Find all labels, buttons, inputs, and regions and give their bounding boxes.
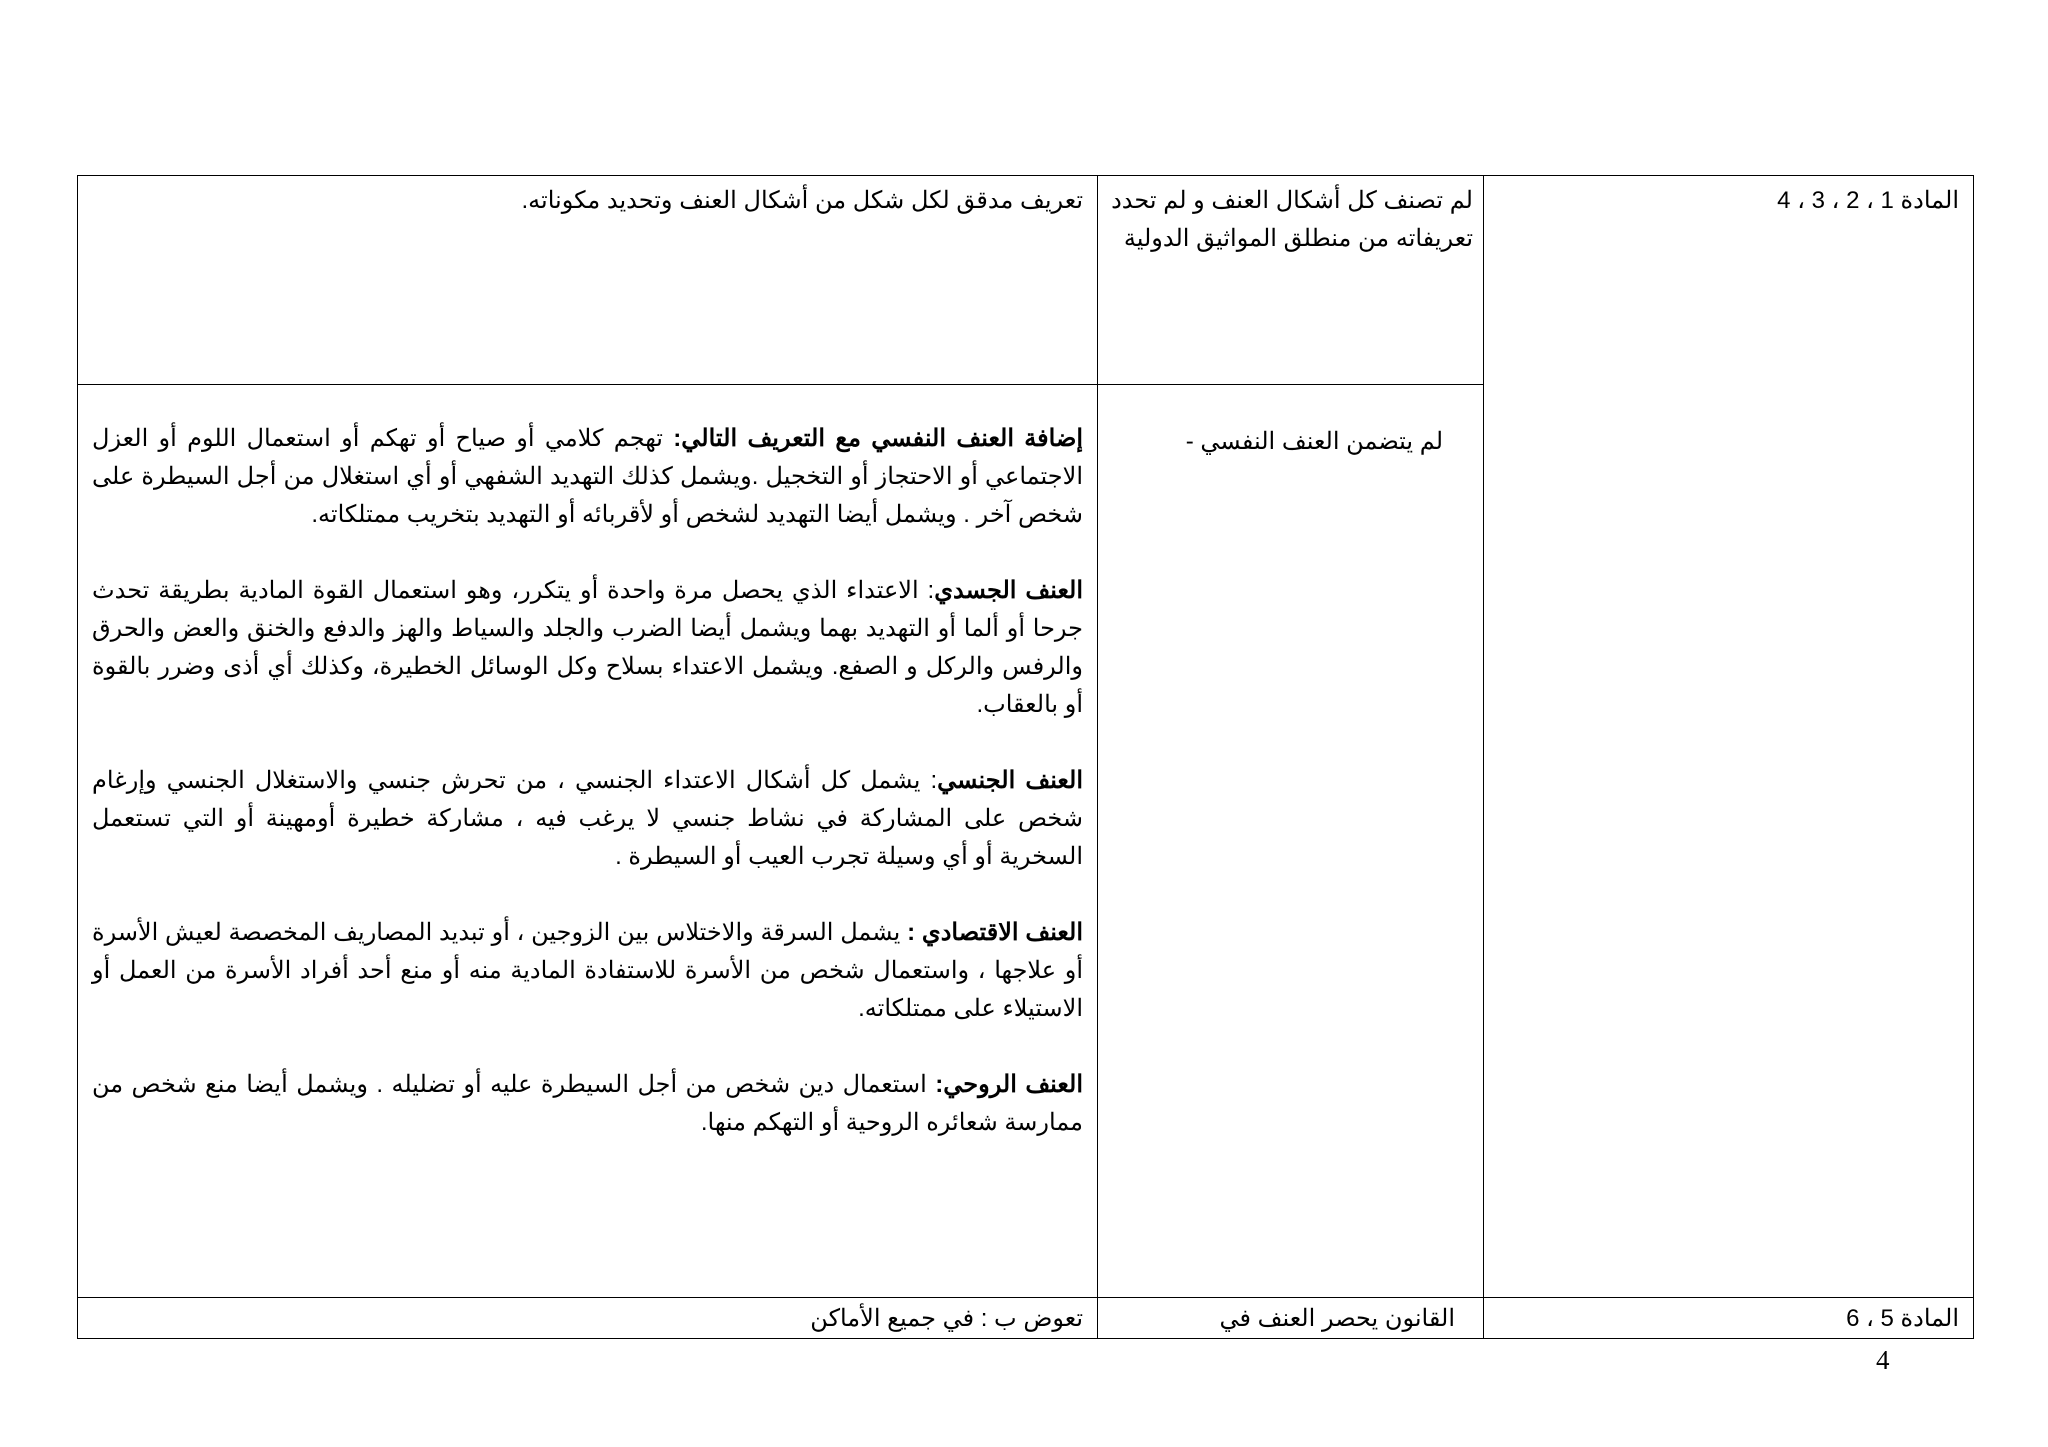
article-cell xyxy=(1484,176,1974,1298)
sexual-violence-paragraph xyxy=(92,762,1083,876)
paragraph-title: إضافة العنف النفسي مع التعريف التالي: xyxy=(673,425,1084,452)
paragraph-title: العنف الاقتصادي : xyxy=(907,919,1083,946)
comparison-table xyxy=(77,175,1974,1339)
gap-cell xyxy=(1098,176,1484,385)
paragraph-title: العنف الجسدي xyxy=(934,577,1084,604)
table-row xyxy=(78,1298,1974,1339)
paragraph-text: استعمال دين شخص من أجل السيطرة عليه أو تضليله . ويشمل أيضا منع شخص من ممارسة شعائره الروحية أو التهكم منها. xyxy=(92,1071,1083,1136)
gap-cell xyxy=(1098,385,1484,1298)
paragraph-text: يشمل السرقة والاختلاس بين الزوجين ، أو تبديد المصاريف المخصصة لعيش الأسرة أو علاجها ، واستعمال شخص من الأسرة للاستفادة المادية منه أو منع أحد أفراد الأسرة من العمل أو الاستيلاء على ممتلكاته. xyxy=(92,919,1083,1022)
amendment-cell xyxy=(78,176,1098,385)
table-row xyxy=(78,176,1974,385)
gap-text: لم تصنف كل أشكال العنف و لم تحدد تعريفاته من منطلق المواثيق الدولية xyxy=(1111,187,1473,252)
page-number: 4 xyxy=(1876,1345,1890,1375)
amendment-paragraphs xyxy=(78,385,1097,1142)
physical-violence-paragraph xyxy=(92,572,1083,724)
gap-text: القانون يحصر العنف في xyxy=(1219,1305,1455,1332)
article-text: المادة 1 ، 2 ، 3 ، 4 xyxy=(1777,187,1959,214)
paragraph-text: : الاعتداء الذي يحصل مرة واحدة أو يتكرر، وهو استعمال القوة المادية بطريقة تحدث جرحا أو ألما أو التهديد بهما ويشمل أيضا الضرب والجلد والسياط والهز والدفع والخنق والعض والحرق والرفس والركل و الصفع. ويشمل الاعتداء بسلاح وكل الوسائل الخطيرة، وكذلك أي أذى وضرر بالقوة أو بالعقاب. xyxy=(92,577,1083,718)
paragraph-title: العنف الروحي: xyxy=(935,1071,1083,1098)
article-cell xyxy=(1484,1298,1974,1339)
amendment-text: تعوض ب : في جميع الأماكن xyxy=(810,1305,1083,1332)
article-text: المادة 5 ، 6 xyxy=(1846,1305,1959,1332)
amendment-text: تعريف مدقق لكل شكل من أشكال العنف وتحديد مكوناته. xyxy=(521,187,1083,214)
psychological-violence-paragraph xyxy=(92,420,1083,534)
gap-text: لم يتضمن العنف النفسي - xyxy=(1185,428,1443,455)
paragraph-title: العنف الجنسي xyxy=(937,767,1083,794)
economic-violence-paragraph xyxy=(92,914,1083,1028)
spiritual-violence-paragraph xyxy=(92,1066,1083,1142)
amendment-cell xyxy=(78,385,1098,1298)
paragraph-text: : يشمل كل أشكال الاعتداء الجنسي ، من تحرش جنسي والاستغلال الجنسي وإرغام شخص على المشاركة في نشاط جنسي لا يرغب فيه ، مشاركة خطيرة أومهينة أو التي تستعمل السخرية أو أي وسيلة تجرب العيب أو السيطرة . xyxy=(92,767,1084,870)
amendment-cell xyxy=(78,1298,1098,1339)
paragraph-text: تهجم كلامي أو صياح أو تهكم أو استعمال اللوم أو العزل الاجتماعي أو الاحتجاز أو التخجيل .ويشمل كذلك التهديد الشفهي أو أي استغلال من أجل السيطرة على شخص آخر . ويشمل أيضا التهديد لشخص أو لأقربائه أو التهديد بتخريب ممتلكاته. xyxy=(92,425,1083,528)
gap-cell xyxy=(1098,1298,1484,1339)
